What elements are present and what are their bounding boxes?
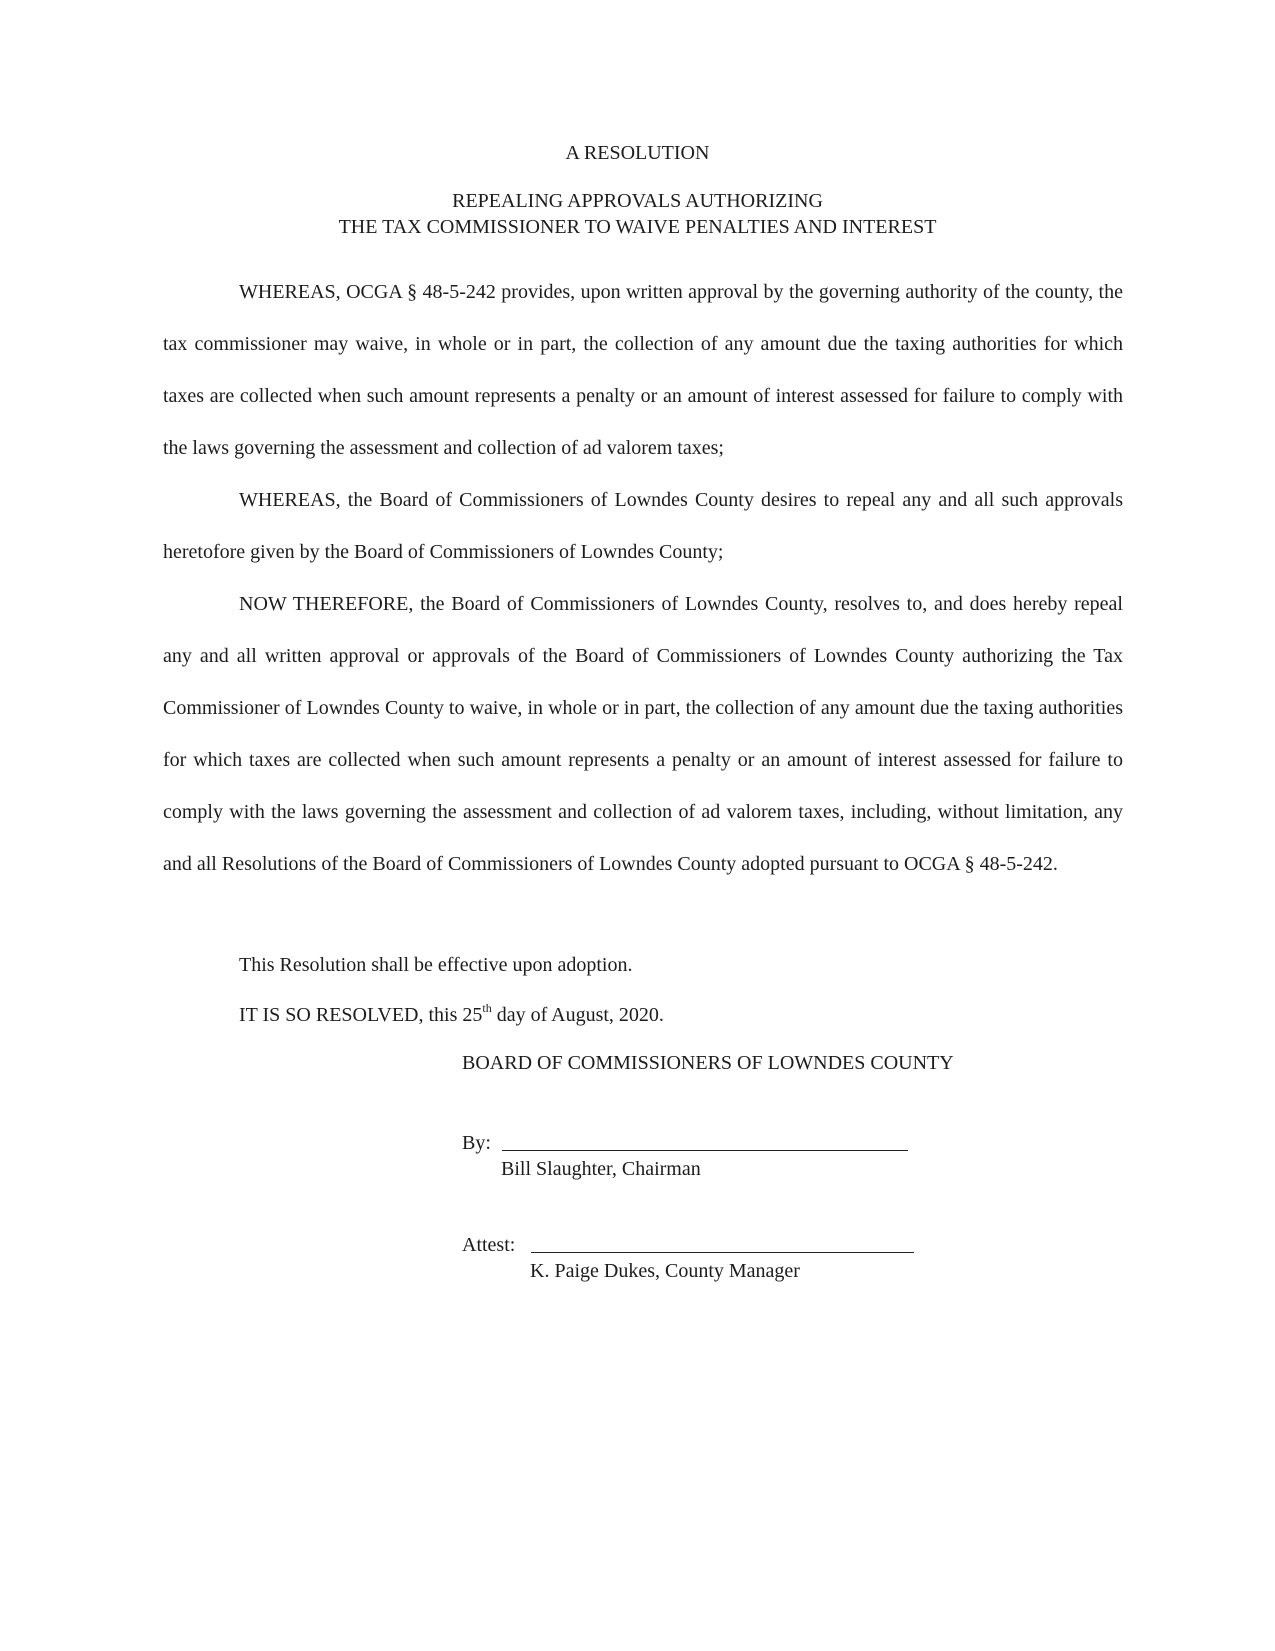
board-name: BOARD OF COMMISSIONERS OF LOWNDES COUNTY: [462, 1052, 954, 1074]
county-manager-name: K. Paige Dukes, County Manager: [530, 1260, 800, 1282]
whereas-paragraph-2: WHEREAS, the Board of Commissioners of Lowndes County desires to repeal any and all such approvals heretofore given by the Board of Commissioners of Lowndes County;: [163, 489, 1123, 563]
resolved-suffix: day of August, 2020.: [491, 1004, 664, 1026]
by-label: By:: [462, 1132, 491, 1154]
chairman-name: Bill Slaughter, Chairman: [501, 1158, 701, 1180]
date-ordinal-suffix: th: [482, 1001, 492, 1015]
resolved-statement: [239, 1002, 664, 1028]
document-subtitle: [0, 188, 1275, 240]
whereas-paragraph-1: WHEREAS, OCGA § 48-5-242 provides, upon written approval by the governing authority of the county, the tax commissioner may waive, in whole or in part, the collection of any amount due the taxing authorities for which taxes are collected when such amount represents a penalty or an amount of interest assessed for failure to comply with the laws governing the assessment and collection of ad valorem taxes;: [163, 281, 1123, 459]
resolved-prefix: IT IS SO RESOLVED, this 25: [239, 1004, 483, 1026]
effective-statement: This Resolution shall be effective upon adoption.: [239, 954, 633, 976]
subtitle-line-1: REPEALING APPROVALS AUTHORIZING: [452, 190, 823, 212]
chairman-signature-line: [502, 1150, 908, 1151]
attest-label: Attest:: [462, 1234, 516, 1256]
attest-signature-line: [531, 1252, 914, 1253]
subtitle-line-2: THE TAX COMMISSIONER TO WAIVE PENALTIES AND INTEREST: [338, 216, 937, 238]
now-therefore-paragraph: NOW THEREFORE, the Board of Commissioners of Lowndes County, resolves to, and does hereby repeal any and all written approval or approvals of the Board of Commissioners of Lowndes County authorizing the Tax Commissioner of Lowndes County to waive, in whole or in part, the collection of any amount due the taxing authorities for which taxes are collected when such amount represents a penalty or an amount of interest assessed for failure to comply with the laws governing the assessment and collection of ad valorem taxes, including, without limitation, any and all Resolutions of the Board of Commissioners of Lowndes County adopted pursuant to OCGA § 48-5-242.: [163, 593, 1123, 875]
document-title: A RESOLUTION: [565, 142, 710, 164]
resolution-body: [163, 266, 1123, 890]
